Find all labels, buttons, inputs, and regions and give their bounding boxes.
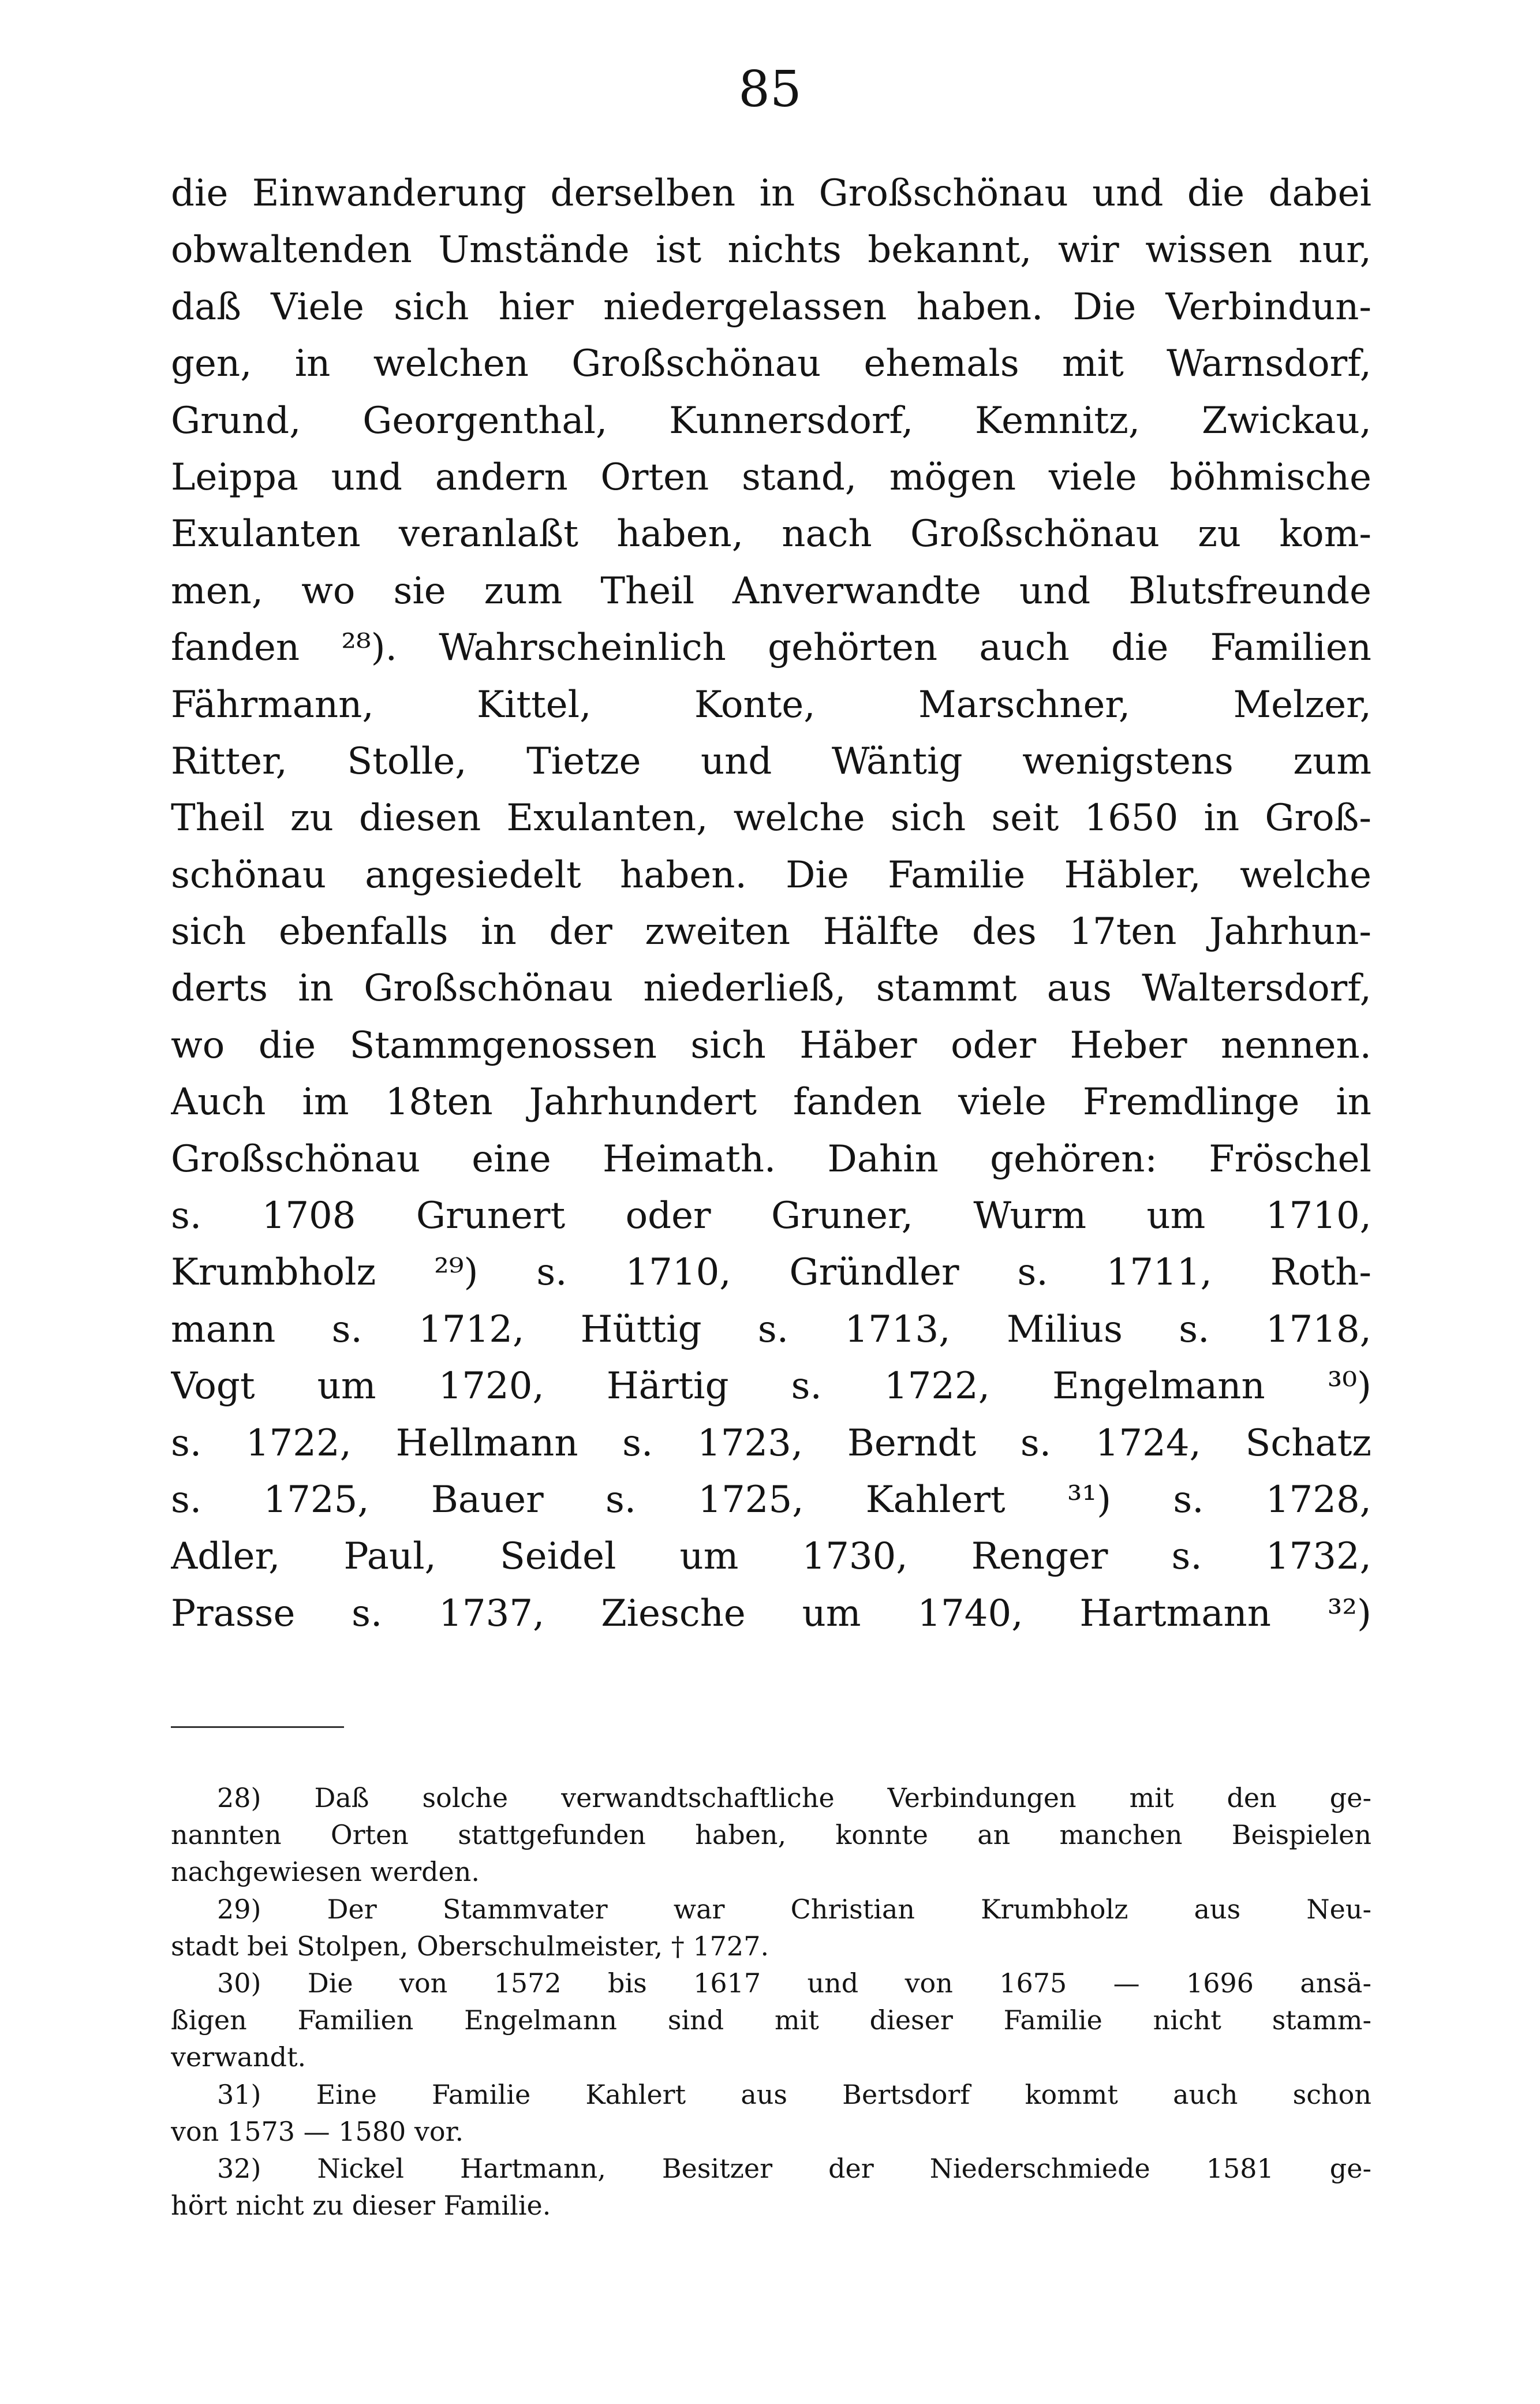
text-line: s. 1708 Grunert oder Gruner, Wurm um 1710, [171,1194,1371,1238]
footnote-line: ßigen Familien Engelmann sind mit dieser Familie nicht stamm- [171,2004,1371,2036]
text-line: men, wo sie zum Theil Anverwandte und Blutsfreunde [171,569,1371,613]
text-line: sich ebenfalls in der zweiten Hälfte des 17ten Jahrhun- [171,910,1371,954]
text-line: Theil zu diesen Exulanten, welche sich seit 1650 in Groß- [171,797,1371,840]
text-line: Fährmann, Kittel, Konte, Marschner, Melzer, [171,683,1371,726]
text-line: fanden ²⁸). Wahrscheinlich gehörten auch die Familien [171,626,1371,670]
text-line: schönau angesiedelt haben. Die Familie Häbler, welche [171,853,1371,897]
text-line: Grund, Georgenthal, Kunnersdorf, Kemnitz, Zwickau, [171,399,1371,442]
text-line: die Einwanderung derselben in Großschönau und die dabei [171,172,1371,215]
footnote-30: 30) Die von 1572 bis 1617 und von 1675 — 1696 ansä- [217,1967,1371,1999]
text-line: Ritter, Stolle, Tietze und Wäntig wenigstens zum [171,740,1371,783]
footnote-32: 32) Nickel Hartmann, Besitzer der Niederschmiede 1581 ge- [217,2152,1371,2184]
text-line: Exulanten veranlaßt haben, nach Großschönau zu kom- [171,513,1371,556]
text-line: Prasse s. 1737, Ziesche um 1740, Hartmann ³²) [171,1592,1371,1635]
text-line: daß Viele sich hier niedergelassen haben. Die Verbindun- [171,285,1371,329]
text-line: Leippa und andern Orten stand, mögen viele böhmische [171,456,1371,499]
footnote-31: 31) Eine Familie Kahlert aus Bertsdorf kommt auch schon [217,2078,1371,2110]
footnote-29: 29) Der Stammvater war Christian Krumbholz aus Neu- [217,1893,1371,1925]
text-line: gen, in welchen Großschönau ehemals mit Warnsdorf, [171,342,1371,386]
text-line: s. 1725, Bauer s. 1725, Kahlert ³¹) s. 1728, [171,1478,1371,1521]
footnote-divider [171,1726,344,1728]
text-line: wo die Stammgenossen sich Häber oder Heber nennen. [171,1024,1371,1067]
footnote-28: 28) Daß solche verwandtschaftliche Verbindungen mit den ge- [217,1782,1371,1813]
footnote-line: verwandt. [171,2041,306,2073]
footnotes [171,1779,1371,2224]
text-line: obwaltenden Umstände ist nichts bekannt, wir wissen nur, [171,229,1371,272]
text-line: Großschönau eine Heimath. Dahin gehören: Fröschel [171,1137,1371,1181]
page-number: 85 [738,61,802,118]
text-line: Vogt um 1720, Härtig s. 1722, Engelmann ³⁰) [171,1365,1371,1408]
text-line: Krumbholz ²⁹) s. 1710, Gründler s. 1711, Roth- [171,1251,1371,1294]
footnote-line: nachgewiesen werden. [171,1856,480,1888]
text-line: derts in Großschönau niederließ, stammt aus Waltersdorf, [171,967,1371,1010]
main-text [171,165,1371,1642]
text-line: Auch im 18ten Jahrhundert fanden viele Fremdlinge in [171,1081,1371,1124]
footnote-line: hört nicht zu dieser Familie. [171,2190,551,2222]
footnote-line: nannten Orten stattgefunden haben, konnte an manchen Beispielen [171,1819,1371,1851]
text-line: mann s. 1712, Hüttig s. 1713, Milius s. 1718, [171,1308,1371,1351]
footnote-line: stadt bei Stolpen, Oberschulmeister, † 1727. [171,1930,769,1962]
text-line: Adler, Paul, Seidel um 1730, Renger s. 1732, [171,1535,1371,1578]
footnote-line: von 1573 — 1580 vor. [171,2115,464,2147]
text-line: s. 1722, Hellmann s. 1723, Berndt s. 1724, Schatz [171,1421,1371,1465]
